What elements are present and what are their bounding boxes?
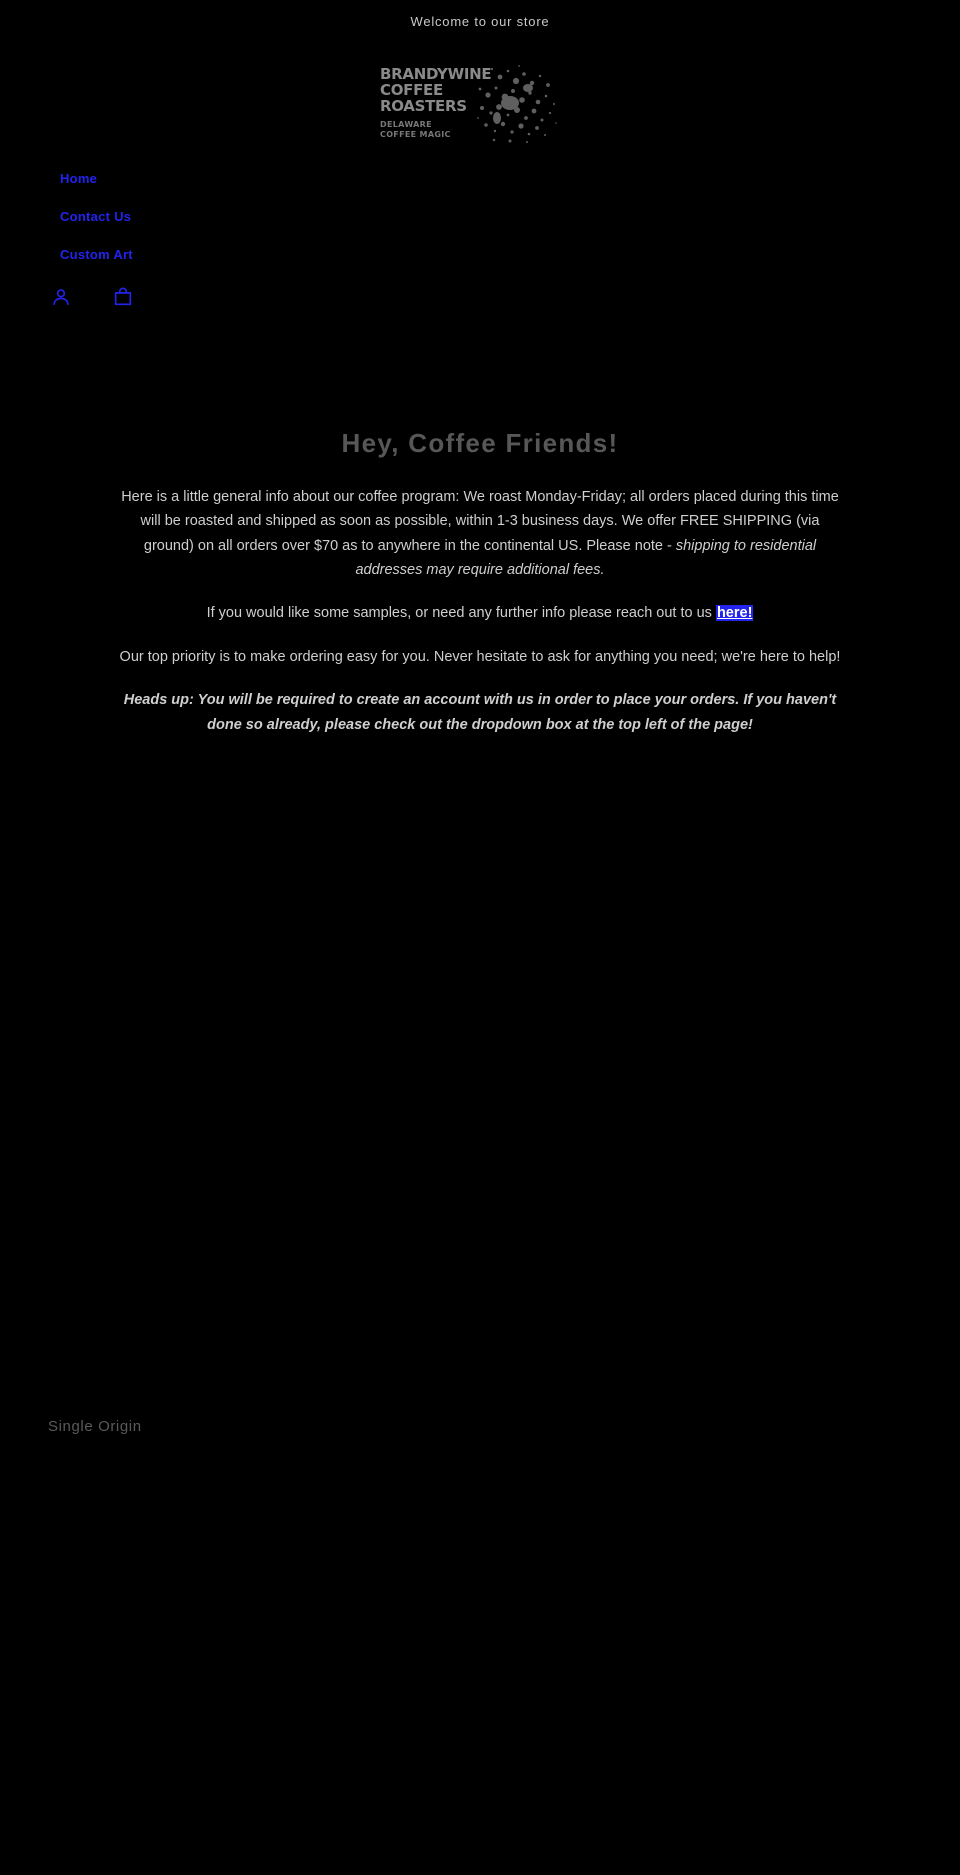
announcement-bar (0, 0, 960, 29)
site-logo[interactable] (0, 61, 960, 145)
contact-here-link[interactable]: here! (716, 605, 753, 622)
cart-icon[interactable] (110, 284, 136, 310)
nav-icon-group (0, 284, 960, 310)
account-icon[interactable] (48, 284, 74, 310)
logo-sub-1: DELAWARE (380, 119, 432, 129)
logo-sub-2: COFFEE MAGIC (380, 129, 451, 139)
paragraph-shipping-info (115, 485, 845, 582)
logo-line-2: COFFEE (380, 81, 443, 100)
logo-line-1: BRANDYWINE (380, 64, 492, 83)
nav-link-custom-art[interactable]: Custom Art (60, 247, 133, 262)
nav-link-contact-us[interactable]: Contact Us (60, 209, 132, 224)
paragraph-account-notice: Heads up: You will be required to create an account with us in order to place your orders. If you haven't done so already, please check out the dropdown box at the top left of the page! (123, 692, 837, 733)
logo-line-3: ROASTERS (380, 97, 467, 116)
page-title: Hey, Coffee Friends! (341, 428, 619, 458)
intro-copy (115, 485, 845, 737)
main-navigation (0, 171, 960, 262)
main-content (0, 428, 960, 737)
paragraph-shipping-note: shipping to residential addresses may require additional fees. (355, 537, 817, 579)
paragraph-priority: Our top priority is to make ordering easy for you. Never hesitate to ask for anything you need; we're here to help! (119, 648, 841, 665)
footer-label: Single Origin (48, 1418, 142, 1435)
nav-link-home[interactable]: Home (60, 171, 98, 186)
paragraph-samples (115, 601, 845, 625)
paragraph-samples-text: If you would like some samples, or need any further info please reach out to us (206, 605, 716, 622)
announcement-text: Welcome to our store (410, 14, 550, 29)
logo-wordmark (380, 64, 492, 139)
paragraph-shipping-text: Here is a little general info about our coffee program: We roast Monday-Friday; all orders placed during this time will be roasted and shipped as soon as possible, within 1-3 business days. We offer FREE SHIPPING (via ground) on all orders over $70 as to anywhere in the continental US. Please note - (121, 489, 839, 554)
